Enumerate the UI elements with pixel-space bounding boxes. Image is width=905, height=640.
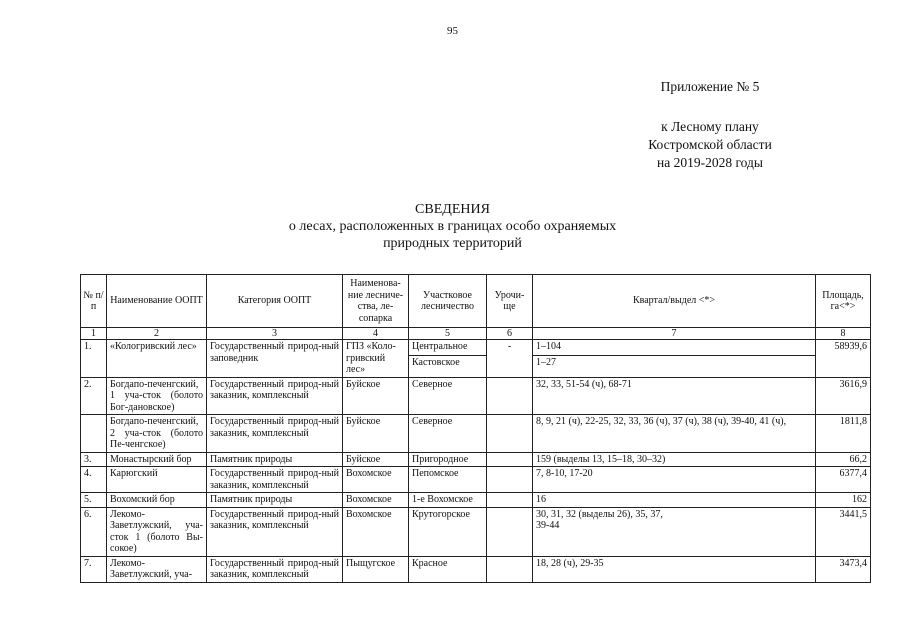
col-number: 2	[107, 328, 207, 340]
col-number: 7	[533, 328, 816, 340]
row-number: 6.	[81, 507, 107, 556]
area-category: Памятник природы	[207, 452, 343, 467]
appendix-line-1: к Лесному плану	[661, 119, 759, 134]
quarters: 159 (выделы 13, 15–18, 30–32)	[533, 452, 816, 467]
district-name	[409, 340, 487, 378]
row-number	[81, 415, 107, 453]
heading-line-2: природных территорий	[383, 236, 522, 251]
heading-line-1: о лесах, расположенных в границах особо охраняемых	[288, 219, 617, 234]
area-name: Богдапо-печенгский, 1 уча-сток (болото Бог-дановское)	[107, 377, 207, 415]
forestry-name: Буйское	[343, 452, 409, 467]
area-name: Богдапо-печенгский, 2 уча-сток (болото Пе-ченгское)	[107, 415, 207, 453]
area-category: Государственный природ-ный заказник, комплексный	[207, 467, 343, 493]
area-category: Государственный природ-ный заповедник	[207, 340, 343, 378]
district-name: Крутогорское	[409, 507, 487, 556]
area-category: Государственный природ-ный заказник, комплексный	[207, 556, 343, 582]
header-number: № п/п	[81, 275, 107, 328]
quarters	[533, 340, 816, 378]
area-name: Вохомский бор	[107, 493, 207, 508]
document-heading	[200, 201, 705, 252]
row-number: 7.	[81, 556, 107, 582]
quarters-line: 1–27	[533, 355, 815, 369]
district-name: Пригородное	[409, 452, 487, 467]
area-value: 3616,9	[816, 377, 871, 415]
header-quarters: Квартал/выдел <*>	[533, 275, 816, 328]
page-number: 95	[447, 25, 458, 37]
tract-name	[487, 452, 533, 467]
header-name: Наименование ООПТ	[107, 275, 207, 328]
quarters	[533, 507, 816, 556]
area-value: 66,2	[816, 452, 871, 467]
col-number: 5	[409, 328, 487, 340]
tract-name	[487, 493, 533, 508]
quarters: 16	[533, 493, 816, 508]
district-name: Северное	[409, 415, 487, 453]
header-tract: Урочи-ще	[487, 275, 533, 328]
appendix-line-3: на 2019-2028 годы	[657, 155, 763, 170]
forestry-name: Вохомское	[343, 507, 409, 556]
tract-name	[487, 507, 533, 556]
header-category: Категория ООПТ	[207, 275, 343, 328]
quarters: 32, 33, 51-54 (ч), 68-71	[533, 377, 816, 415]
district-name: Красное	[409, 556, 487, 582]
table-row	[81, 377, 871, 415]
forestry-name: Вохомское	[343, 493, 409, 508]
quarters-line: 1–104	[536, 341, 561, 352]
header-row	[81, 275, 871, 328]
quarters-line: 30, 31, 32 (выделы 26), 35, 37,	[536, 508, 663, 520]
forestry-name: ГПЗ «Коло-гривский лес»	[343, 340, 409, 378]
column-number-row	[81, 328, 871, 340]
area-category: Государственный природ-ный заказник, комплексный	[207, 507, 343, 556]
row-number: 5.	[81, 493, 107, 508]
tract-name	[487, 556, 533, 582]
tract-name	[487, 467, 533, 493]
area-value: 6377,4	[816, 467, 871, 493]
col-number: 8	[816, 328, 871, 340]
area-value: 1811,8	[816, 415, 871, 453]
header-area: Площадь, га<*>	[816, 275, 871, 328]
table-row	[81, 415, 871, 453]
protected-areas-table	[80, 274, 871, 583]
district-name: Пепомское	[409, 467, 487, 493]
table-row	[81, 452, 871, 467]
district-line: Кастовское	[409, 355, 486, 369]
heading-title: СВЕДЕНИЯ	[415, 202, 490, 217]
forestry-name: Буйское	[343, 415, 409, 453]
area-name: Карюгский	[107, 467, 207, 493]
quarters: 7, 8-10, 17-20	[533, 467, 816, 493]
area-category: Государственный природ-ный заказник, комплексный	[207, 377, 343, 415]
appendix-reference	[600, 118, 820, 172]
area-value: 162	[816, 493, 871, 508]
area-value: 3441,5	[816, 507, 871, 556]
row-number: 2.	[81, 377, 107, 415]
quarters: 18, 28 (ч), 29-35	[533, 556, 816, 582]
header-forestry: Наименова-ние лесниче-ства, ле-сопарка	[343, 275, 409, 328]
area-name: «Кологривский лес»	[107, 340, 207, 378]
area-name: Лекомо-Заветлужский, уча-сток 1 (болото Вы-сокое)	[107, 507, 207, 556]
table-row	[81, 467, 871, 493]
area-category: Памятник природы	[207, 493, 343, 508]
col-number: 1	[81, 328, 107, 340]
col-number: 3	[207, 328, 343, 340]
area-value: 3473,4	[816, 556, 871, 582]
row-number: 1.	[81, 340, 107, 378]
appendix-line-2: Костромской области	[648, 137, 772, 152]
table-row	[81, 340, 871, 378]
area-name: Монастырский бор	[107, 452, 207, 467]
area-value: 58939,6	[816, 340, 871, 378]
table-row	[81, 556, 871, 582]
col-number: 6	[487, 328, 533, 340]
forestry-name: Вохомское	[343, 467, 409, 493]
appendix-title: Приложение № 5	[660, 79, 760, 94]
tract-name	[487, 415, 533, 453]
table-row	[81, 507, 871, 556]
table-row	[81, 493, 871, 508]
tract-name	[487, 377, 533, 415]
header-district: Участковое лесничество	[409, 275, 487, 328]
row-number: 3.	[81, 452, 107, 467]
area-name: Лекомо-Заветлужский, уча-	[107, 556, 207, 582]
forestry-name: Пыщугское	[343, 556, 409, 582]
quarters: 8, 9, 21 (ч), 22-25, 32, 33, 36 (ч), 37 (ч), 38 (ч), 39-40, 41 (ч),	[533, 415, 816, 453]
district-name: 1-е Вохомское	[409, 493, 487, 508]
tract-name: -	[487, 340, 533, 378]
forestry-name: Буйское	[343, 377, 409, 415]
quarters-line: 39-44	[536, 520, 560, 531]
row-number: 4.	[81, 467, 107, 493]
area-category: Государственный природ-ный заказник, комплексный	[207, 415, 343, 453]
col-number: 4	[343, 328, 409, 340]
district-line: Центральное	[412, 341, 468, 352]
district-name: Северное	[409, 377, 487, 415]
